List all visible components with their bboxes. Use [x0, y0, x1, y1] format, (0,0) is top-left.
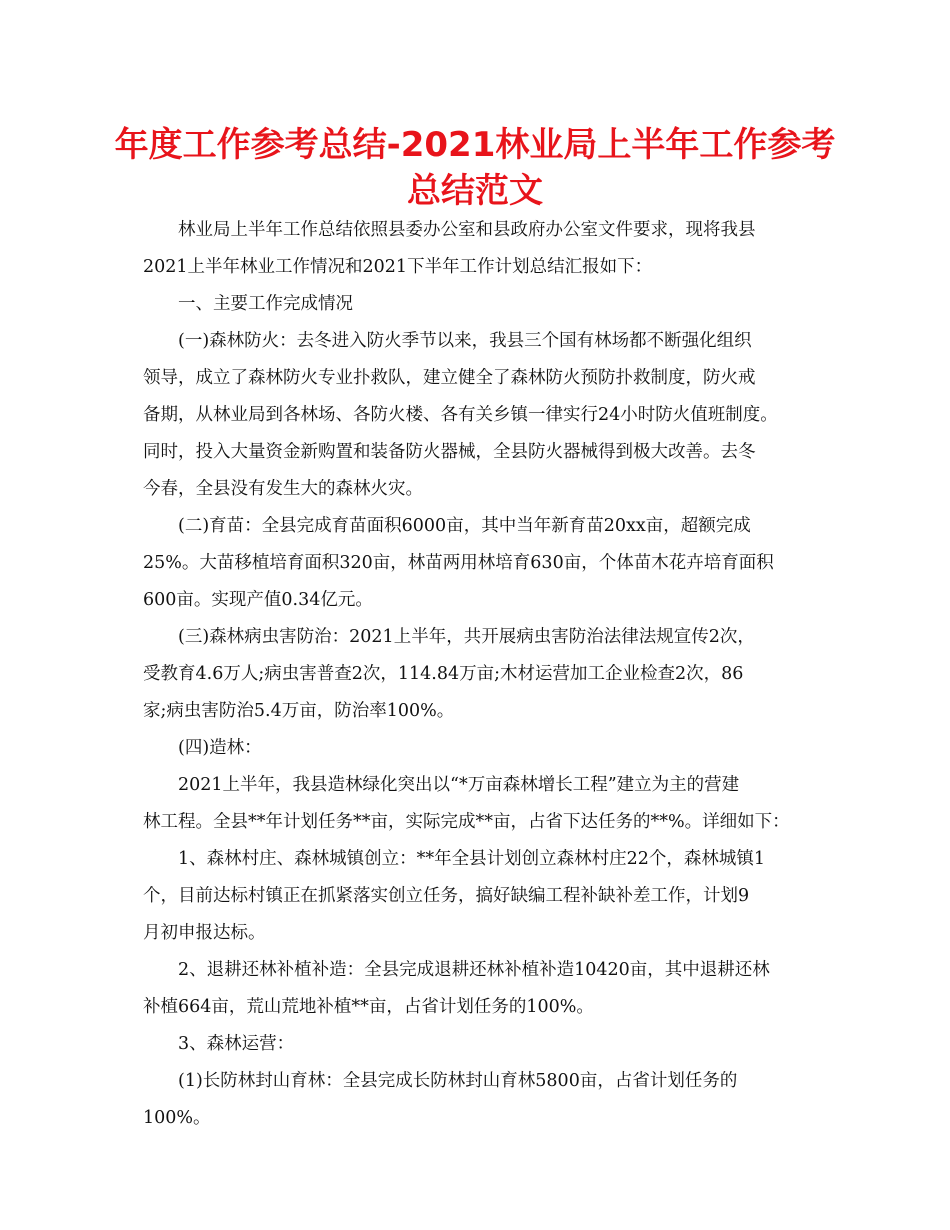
paragraph-line: 2、退耕还林补植补造：全县完成退耕还林补植补造10420亩，其中退耕还林: [178, 960, 770, 980]
paragraph-line: (一)森林防火：去冬进入防火季节以来，我县三个国有林场都不断强化组织: [178, 331, 752, 351]
paragraph-line: 3、森林运营：: [178, 1034, 295, 1054]
paragraph-line: 月初申报达标。: [143, 923, 266, 943]
paragraph-line: 600亩。实现产值0.34亿元。: [143, 590, 373, 610]
paragraph-line: 领导，成立了森林防火专业扑救队，建立健全了森林防火预防扑救制度，防火戒: [143, 368, 756, 388]
document-title-line-2: 总结范文: [407, 171, 543, 211]
document-body: [143, 212, 823, 1137]
paragraph-line: 2021上半年林业工作情况和2021下半年工作计划总结汇报如下：: [143, 257, 653, 277]
paragraph-line: 同时，投入大量资金新购置和装备防火器械，全县防火器械得到极大改善。去冬: [143, 442, 756, 462]
paragraph-line: 受教育4.6万人;病虫害普查2次，114.84万亩;木材运营加工企业检查2次，86: [143, 664, 744, 684]
paragraph-line: 个，目前达标村镇正在抓紧落实创立任务，搞好缺编工程补缺补差工作，计划9: [143, 886, 750, 906]
paragraph-line: (三)森林病虫害防治：2021上半年，共开展病虫害防治法律法规宣传2次，: [178, 627, 755, 647]
paragraph-line: 林业局上半年工作总结依照县委办公室和县政府办公室文件要求，现将我县: [178, 220, 756, 240]
paragraph-line: 备期，从林业局到各林场、各防火楼、各有关乡镇一律实行24小时防火值班制度。: [143, 405, 778, 425]
document-title-line-1: 年度工作参考总结-2021林业局上半年工作参考: [114, 125, 836, 165]
paragraph-line: 2021上半年，我县造林绿化突出以“*万亩森林增长工程”建立为主的营建: [178, 775, 740, 795]
paragraph-line: (1)长防林封山育林：全县完成长防林封山育林5800亩，占省计划任务的: [178, 1071, 738, 1091]
paragraph-line: 一、主要工作完成情况: [178, 294, 353, 314]
paragraph-line: 今春，全县没有发生大的森林火灾。: [143, 479, 423, 499]
paragraph-line: 家;病虫害防治5.4万亩，防治率100%。: [143, 701, 455, 721]
paragraph-line: 1、森林村庄、森林城镇创立：**年全县计划创立森林村庄22个，森林城镇1: [178, 849, 766, 869]
paragraph-line: 100%。: [143, 1108, 211, 1128]
paragraph-line: (二)育苗：全县完成育苗面积6000亩，其中当年新育苗20xx亩，超额完成: [178, 516, 751, 536]
paragraph-line: 补植664亩，荒山荒地补植**亩，占省计划任务的100%。: [143, 997, 594, 1017]
paragraph-line: (四)造林：: [178, 738, 262, 758]
paragraph-line: 林工程。全县**年计划任务**亩，实际完成**亩，占省下达任务的**%。详细如下：: [143, 812, 790, 832]
paragraph-line: 25%。大苗移植培育面积320亩，林苗两用林培育630亩，个体苗木花卉培育面积: [143, 553, 774, 573]
